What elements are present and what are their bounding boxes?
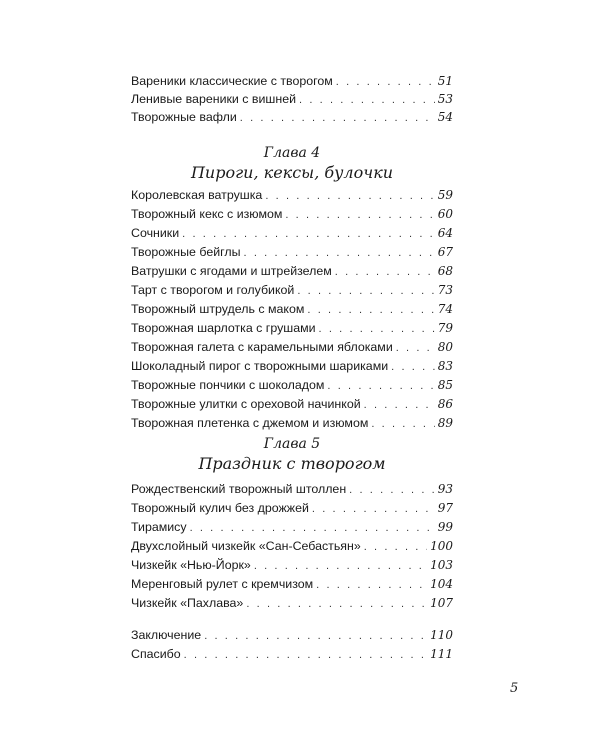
chapter-5-heading [131, 435, 453, 475]
page-number: 5 [510, 681, 519, 696]
leader-dots [396, 339, 435, 357]
entry-title: Вареники классические с творогом [131, 74, 333, 88]
toc-entry [131, 186, 453, 204]
entry-page: 60 [437, 207, 453, 221]
entry-page: 110 [430, 628, 453, 642]
chapter-label: Глава 4 [263, 145, 321, 161]
leader-dots [244, 244, 435, 262]
entry-title: Королевская ватрушка [131, 188, 263, 202]
entry-title: Чизкейк «Пахлава» [131, 596, 244, 610]
toc-entry [131, 626, 453, 644]
toc-entry [131, 319, 453, 337]
toc-entry [131, 499, 453, 517]
entry-title: Шоколадный пирог с творожными шариками [131, 359, 389, 373]
entry-page: 89 [437, 416, 453, 430]
toc-entry [131, 594, 453, 612]
leader-dots [364, 396, 435, 414]
entry-page: 103 [430, 558, 453, 572]
toc-entry [131, 224, 453, 242]
leader-dots [182, 225, 435, 243]
entry-title: Творожный кекс с изюмом [131, 207, 283, 221]
entry-page: 68 [437, 264, 453, 278]
leader-dots [307, 301, 434, 319]
entry-title: Заключение [131, 628, 202, 642]
entry-title: Творожные бейглы [131, 245, 241, 259]
entry-page: 100 [430, 539, 453, 553]
chapter-title: Праздник с творогом [198, 454, 386, 473]
entry-page: 93 [437, 482, 453, 496]
entry-page: 107 [430, 596, 453, 610]
leader-dots [335, 263, 435, 281]
entry-page: 59 [437, 188, 453, 202]
entry-title: Творожные улитки с ореховой начинкой [131, 397, 361, 411]
entry-page: 67 [437, 245, 453, 259]
leader-dots [312, 500, 435, 518]
entry-page: 104 [430, 577, 453, 591]
leader-dots [319, 320, 435, 338]
leader-dots [254, 557, 427, 575]
leader-dots [246, 595, 427, 613]
leader-dots [299, 91, 435, 109]
leader-dots [285, 206, 434, 224]
leader-dots [265, 187, 434, 205]
toc-entry [131, 395, 453, 413]
entry-title: Рождественский творожный штоллен [131, 482, 347, 496]
entry-page: 80 [437, 340, 453, 354]
chapter-4-heading [131, 144, 453, 184]
entry-title: Ватрушки с ягодами и штрейзелем [131, 264, 332, 278]
entry-title: Творожный штрудель с маком [131, 302, 305, 316]
toc-entry [131, 72, 453, 90]
entry-title: Двухслойный чизкейк «Сан-Себастьян» [131, 539, 361, 553]
entry-title: Творожная шарлотка с грушами [131, 321, 316, 335]
leader-dots [316, 576, 427, 594]
toc-entry [131, 556, 453, 574]
leader-dots [364, 538, 427, 556]
entry-page: 51 [437, 74, 453, 88]
leader-dots [327, 377, 434, 395]
entry-page: 64 [437, 226, 453, 240]
entry-page: 97 [437, 501, 453, 515]
entry-title: Творожные вафли [131, 110, 237, 124]
chapter-label: Глава 5 [263, 436, 321, 452]
leader-dots [349, 481, 435, 499]
entry-title: Сочники [131, 226, 180, 240]
leader-dots [190, 519, 435, 537]
toc-entry [131, 537, 453, 555]
toc-entry [131, 376, 453, 394]
entry-title: Творожный кулич без дрожжей [131, 501, 309, 515]
toc-entry [131, 205, 453, 223]
entry-title: Творожная галета с карамельными яблоками [131, 340, 393, 354]
toc-entry [131, 575, 453, 593]
entry-title: Творожная плетенка с джемом и изюмом [131, 416, 369, 430]
entry-title: Творожные пончики с шоколадом [131, 378, 325, 392]
toc-entry [131, 262, 453, 280]
entry-page: 54 [437, 110, 453, 124]
toc-entry [131, 357, 453, 375]
entry-title: Спасибо [131, 647, 181, 661]
entry-page: 111 [430, 647, 453, 661]
entry-title: Ленивые вареники с вишней [131, 92, 297, 106]
toc-entry [131, 281, 453, 299]
entry-title: Тарт с творогом и голубикой [131, 283, 295, 297]
leader-dots [297, 282, 434, 300]
toc-entry [131, 645, 453, 663]
entry-page: 79 [437, 321, 453, 335]
entry-title: Чизкейк «Нью-Йорк» [131, 558, 251, 572]
entry-title: Меренговый рулет с кремчизом [131, 577, 314, 591]
leader-dots [204, 627, 427, 645]
leader-dots [336, 73, 435, 91]
leader-dots [371, 415, 434, 433]
toc-entry [131, 108, 453, 126]
leader-dots [391, 358, 435, 376]
entry-page: 53 [437, 92, 453, 106]
chapter-title: Пироги, кексы, булочки [190, 163, 394, 182]
entry-title: Тирамису [131, 520, 187, 534]
toc-entry [131, 480, 453, 498]
toc-entry [131, 338, 453, 356]
leader-dots [184, 646, 427, 664]
entry-page: 85 [437, 378, 453, 392]
entry-page: 83 [437, 359, 453, 373]
toc-entry [131, 518, 453, 536]
entry-page: 86 [437, 397, 453, 411]
toc-entry [131, 90, 453, 108]
leader-dots [240, 109, 435, 127]
toc-entry [131, 243, 453, 261]
entry-page: 74 [437, 302, 453, 316]
entry-page: 73 [437, 283, 453, 297]
toc-entry [131, 414, 453, 432]
toc-entry [131, 300, 453, 318]
entry-page: 99 [437, 520, 453, 534]
